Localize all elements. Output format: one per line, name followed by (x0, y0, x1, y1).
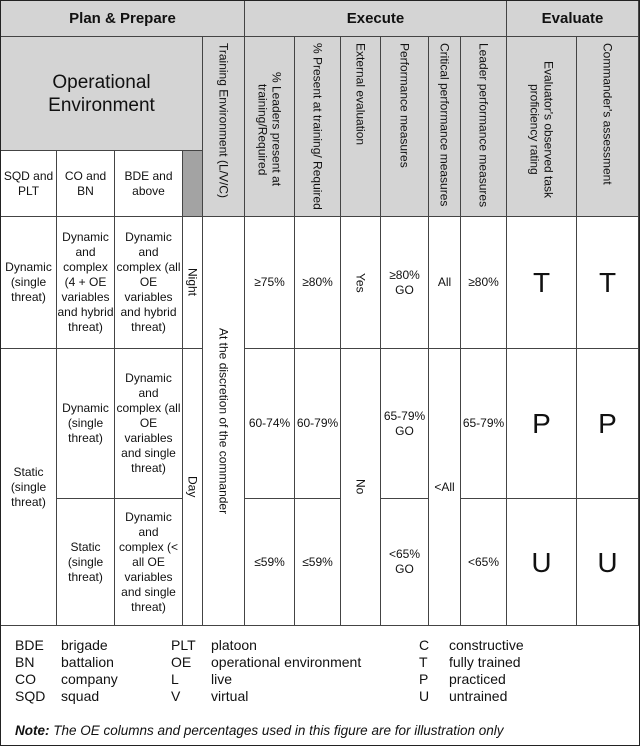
legend-term: virtual (211, 688, 249, 704)
training-environment-header: Training Environment (L/V/C) (203, 37, 245, 217)
day-cell: Day (183, 349, 203, 626)
row1-performance-cell: ≥80% GO (381, 217, 429, 349)
training-environment-cell: At the discretion of the commander (203, 217, 245, 626)
co-bn-header: CO and BN (57, 151, 115, 217)
row1-commander-rating: T (577, 217, 639, 349)
night-cell: Night (183, 217, 203, 349)
row2-leaders-cell: 60-74% (245, 349, 295, 499)
row1-evaluator-rating: T (507, 217, 577, 349)
legend-term: company (61, 671, 118, 687)
row1-critical-cell: All (429, 217, 461, 349)
row2-evaluator-rating: P (507, 349, 577, 499)
row3-performance-cell: <65% GO (381, 499, 429, 626)
legend-abbr: L (171, 671, 179, 687)
row3-present-cell: ≤59% (295, 499, 341, 626)
legend-term: squad (61, 688, 100, 704)
row2-leader-perf-cell: 65-79% (461, 349, 507, 499)
row1-external-cell: Yes (341, 217, 381, 349)
row1-co-cell: Dynamic and complex (4 + OE variables and hybrid threat) (57, 217, 115, 349)
row1-bde-cell: Dynamic and complex (all OE variables and hybrid threat) (115, 217, 183, 349)
plan-prepare-header: Plan & Prepare (1, 1, 245, 37)
row2-co-cell: Dynamic (single threat) (57, 349, 115, 499)
assessment-table (1, 1, 639, 626)
external-evaluation-header: External evaluation (341, 37, 381, 217)
legend-abbr: T (419, 654, 428, 670)
row3-bde-cell: Dynamic and complex (< all OE variables and single threat) (115, 499, 183, 626)
legend-term: brigade (61, 637, 108, 653)
critical-performance-header: Critical performance measures (429, 37, 461, 217)
row3-evaluator-rating: U (507, 499, 577, 626)
row1-leaders-cell: ≥75% (245, 217, 295, 349)
legend-abbr: SQD (15, 688, 46, 704)
critical-less-cell: <All (429, 349, 461, 626)
row3-co-cell: Static (single threat) (57, 499, 115, 626)
legend-abbr: PLT (171, 637, 196, 653)
legend-abbr: U (419, 688, 430, 704)
static-sqd-cell: Static (single threat) (1, 349, 57, 626)
legend-abbr: CO (15, 671, 36, 687)
row3-leader-perf-cell: <65% (461, 499, 507, 626)
legend-term: constructive (449, 637, 524, 653)
commander-assessment-header: Commander's assessment (577, 37, 639, 217)
row2-commander-rating: P (577, 349, 639, 499)
legend-term: fully trained (449, 654, 521, 670)
bde-header: BDE and above (115, 151, 183, 217)
external-no-cell: No (341, 349, 381, 626)
row1-leader-perf-cell: ≥80% (461, 217, 507, 349)
legend-abbr: OE (171, 654, 192, 670)
figure-note (15, 723, 504, 739)
evaluator-rating-header: Evaluator's observed task proficiency rating (507, 37, 577, 217)
legend-term: untrained (449, 688, 508, 704)
legend-abbr: BN (15, 654, 35, 670)
legend-abbr: C (419, 637, 430, 653)
row1-present-cell: ≥80% (295, 217, 341, 349)
legend-term: battalion (61, 654, 114, 670)
performance-measures-header: Performance measures (381, 37, 429, 217)
sqd-plt-header: SQD and PLT (1, 151, 57, 217)
operational-environment-header: Operational Environment (1, 37, 203, 151)
legend-term: operational environment (211, 654, 362, 670)
row2-performance-cell: 65-79% GO (381, 349, 429, 499)
row2-present-cell: 60-79% (295, 349, 341, 499)
evaluate-header: Evaluate (507, 1, 639, 37)
legend-abbr: BDE (15, 637, 44, 653)
note-label: Note: (15, 723, 50, 738)
legend-abbr: V (171, 688, 181, 704)
legend-term: live (211, 671, 233, 687)
legend-abbr: P (419, 671, 429, 687)
row3-leaders-cell: ≤59% (245, 499, 295, 626)
legend-term: platoon (211, 637, 257, 653)
row1-sqd-cell: Dynamic (single threat) (1, 217, 57, 349)
time-of-day-header (183, 151, 203, 217)
leader-performance-header: Leader performance measures (461, 37, 507, 217)
execute-header: Execute (245, 1, 507, 37)
present-header: % Present at training/ Required (295, 37, 341, 217)
leaders-present-header: % Leaders present at training/Required (245, 37, 295, 217)
row3-commander-rating: U (577, 499, 639, 626)
note-text: The OE columns and percentages used in this figure are for illustration only (53, 723, 504, 738)
row2-bde-cell: Dynamic and complex (all OE variables and single threat) (115, 349, 183, 499)
legend-term: practiced (449, 671, 506, 687)
abbreviation-legend (1, 627, 639, 745)
